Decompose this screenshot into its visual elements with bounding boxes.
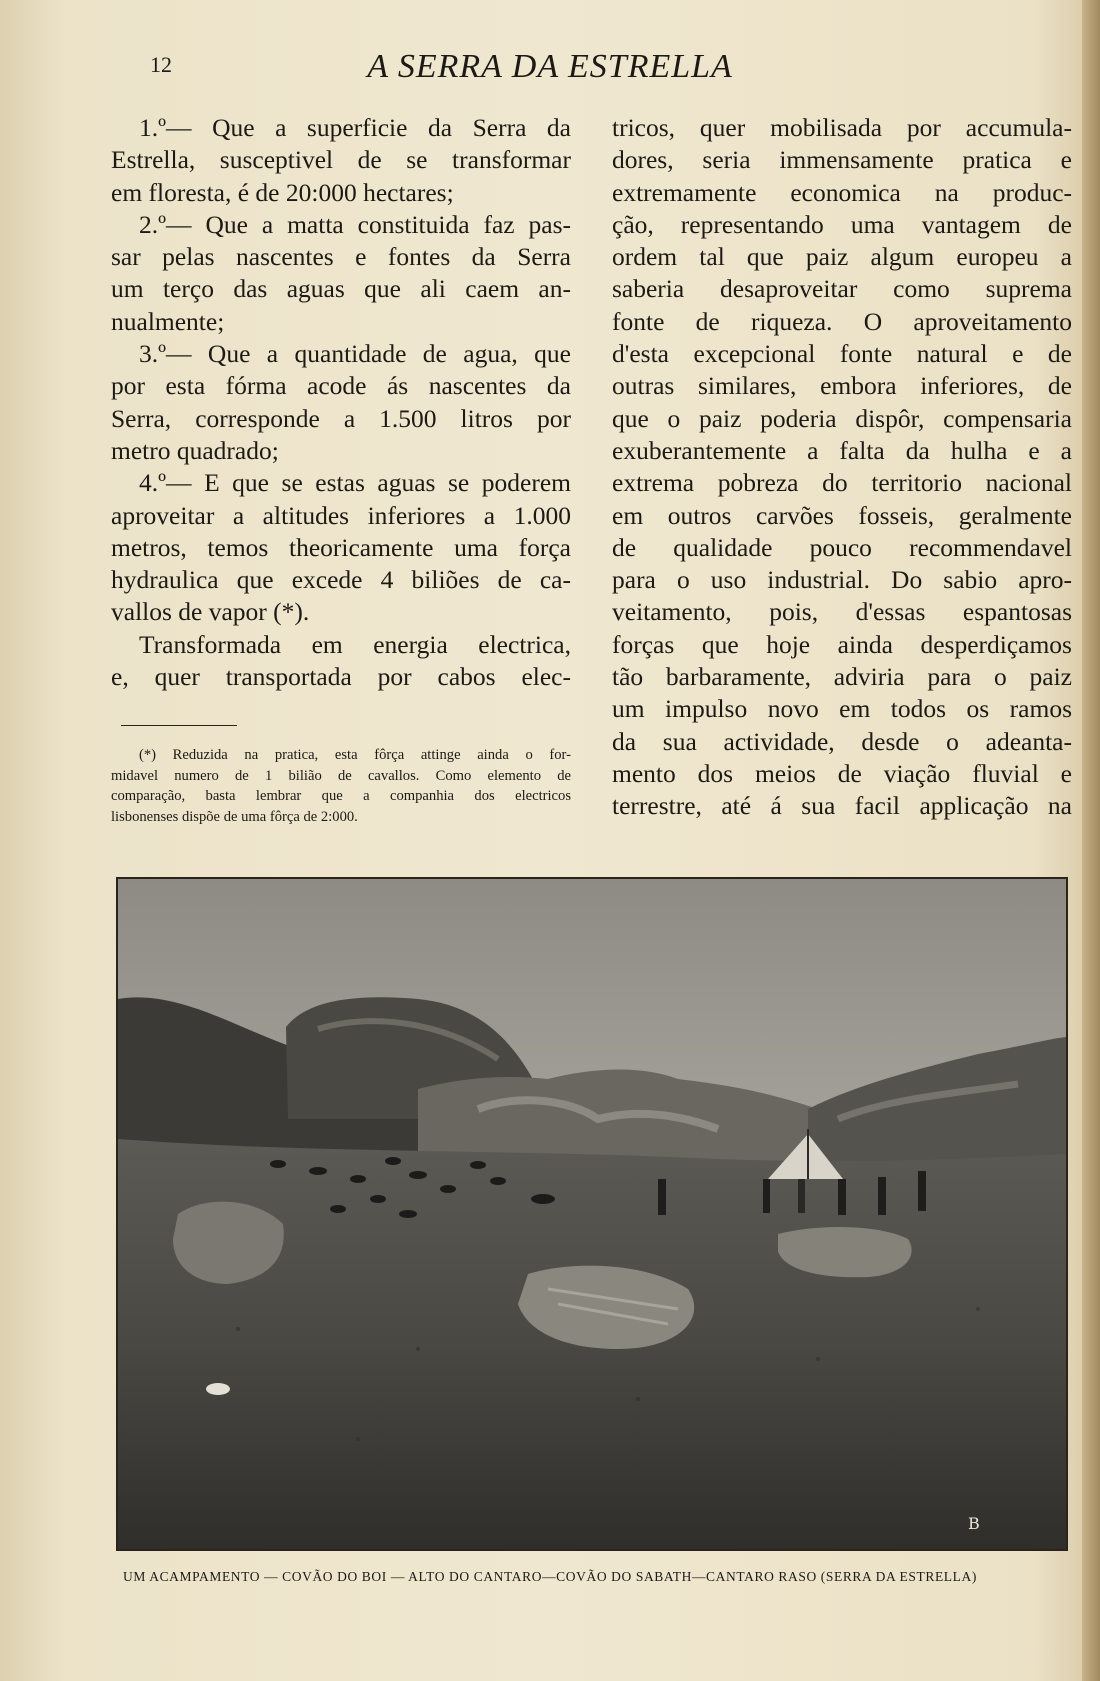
left-column-line: em floresta, é de 20:000 hectares;	[111, 177, 454, 207]
left-column-line: 2.º— Que a matta constituida faz pas-	[139, 209, 571, 239]
left-column-line: metro quadrado;	[111, 435, 279, 465]
right-column-line: em outros carvões fosseis, geralmente	[612, 500, 1072, 530]
right-column-line: tão barbaramente, adviria para o paiz	[612, 662, 1072, 692]
footnote-line: (*) Reduzida na pratica, esta fôrça attinge ainda o for-	[139, 747, 571, 763]
page-edge	[1082, 0, 1100, 1681]
left-column-line: Transformada em energia electrica,	[139, 629, 571, 659]
left-column-line: nualmente;	[111, 306, 225, 336]
right-column-line: da sua actividade, desde o adeanta-	[612, 726, 1072, 756]
left-column-line: aproveitar a altitudes inferiores a 1.000	[111, 500, 571, 530]
right-column-line: mento dos meios de viação fluvial e	[612, 758, 1072, 788]
right-column-line: outras similares, embora inferiores, de	[612, 371, 1072, 401]
right-column-line: d'esta excepcional fonte natural e de	[612, 339, 1072, 369]
left-column-line: um terço das aguas que ali caem an-	[111, 274, 571, 304]
left-column-line: e, quer transportada por cabos elec-	[111, 662, 571, 692]
right-column-line: forças que hoje ainda desperdiçamos	[612, 629, 1072, 659]
left-column-line: sar pelas nascentes e fontes da Serra	[111, 242, 571, 272]
footnote-rule	[121, 725, 237, 726]
left-column-line: 4.º— E que se estas aguas se poderem	[139, 468, 571, 498]
left-column-line: metros, temos theoricamente uma força	[111, 532, 571, 562]
right-column-line: veitamento, pois, d'essas espantosas	[612, 597, 1072, 627]
photographer-monogram: B	[968, 1514, 980, 1533]
right-column-line: ordem tal que paiz algum europeu a	[612, 242, 1072, 272]
right-column-line: extrema pobreza do territorio nacional	[612, 468, 1072, 498]
right-column-line: ção, representando uma vantagem de	[612, 209, 1072, 239]
left-column-line: hydraulica que excede 4 biliões de ca-	[111, 565, 571, 595]
footnote-line: comparação, basta lembrar que a companhia dos electricos	[111, 788, 571, 804]
footnote	[111, 745, 571, 827]
photo-caption: UM ACAMPAMENTO — COVÃO DO BOI — ALTO DO CANTARO—COVÃO DO SABATH—CANTARO RASO (SERRA DA ESTRELLA)	[123, 1569, 977, 1584]
left-text-column	[111, 112, 571, 693]
left-column-line: Estrella, susceptivel de se transformar	[111, 145, 571, 175]
right-column-line: extremamente economica na produc-	[612, 177, 1072, 207]
right-column-line: exuberantemente a falta da hulha e a	[612, 435, 1072, 465]
left-column-line: por esta fórma acode ás nascentes da	[111, 371, 571, 401]
right-column-line: que o paiz poderia dispôr, compensaria	[612, 403, 1072, 433]
page-number: 12	[150, 52, 172, 77]
right-column-line: dores, seria immensamente pratica e	[612, 145, 1072, 175]
right-column-line: terrestre, até á sua facil applicação na	[612, 791, 1072, 821]
left-column-line: vallos de vapor (*).	[111, 597, 310, 627]
running-title: A SERRA DA ESTRELLA	[367, 48, 733, 85]
right-column-line: fonte de riqueza. O aproveitamento	[612, 306, 1072, 336]
right-column-line: saberia desaproveitar como suprema	[612, 274, 1072, 304]
footnote-line: midavel numero de 1 bilião de cavallos. Como elemento de	[111, 767, 571, 784]
right-column-line: de qualidade pouco recommendavel	[612, 532, 1072, 562]
left-column-line: 3.º— Que a quantidade de agua, que	[139, 339, 571, 369]
right-column-line: para o uso industrial. Do sabio apro-	[612, 565, 1072, 595]
right-column-line: um impulso novo em todos os ramos	[612, 694, 1072, 724]
right-column-line: tricos, quer mobilisada por accumula-	[612, 113, 1072, 142]
right-text-column	[612, 112, 1072, 823]
footnote-line: lisbonenses dispõe de uma fôrça de 2:000.	[111, 808, 358, 825]
left-column-line: Serra, corresponde a 1.500 litros por	[111, 403, 571, 433]
left-column-line: 1.º— Que a superficie da Serra da	[139, 113, 571, 142]
mountain-camp-photograph	[116, 877, 1068, 1551]
